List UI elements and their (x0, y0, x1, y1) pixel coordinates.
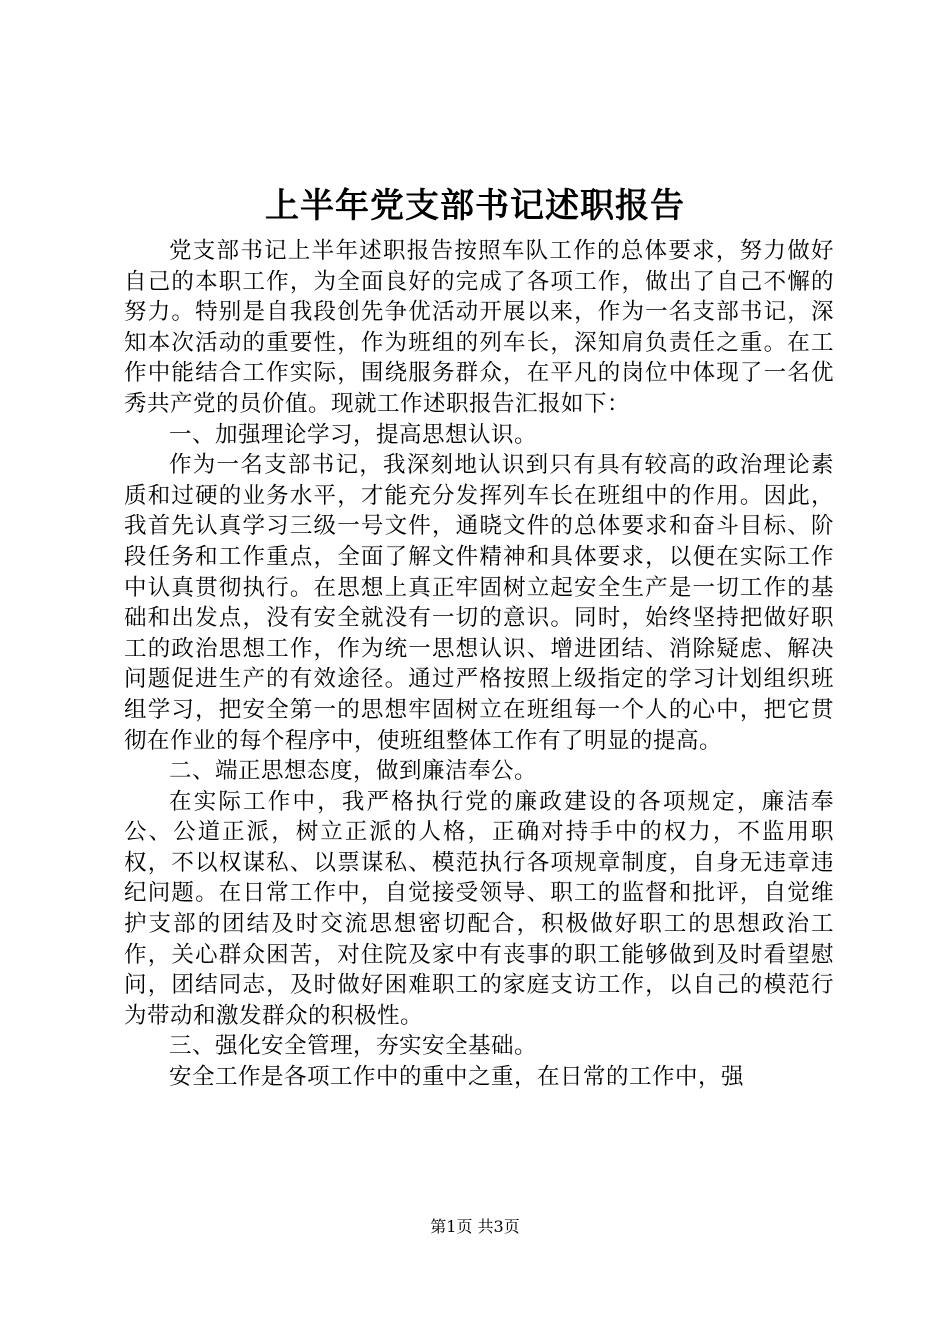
document-body (124, 236, 834, 1093)
document-title: 上半年党支部书记述职报告 (265, 186, 685, 226)
section-heading-2: 二、端正思想态度，做到廉洁奉公。 (169, 758, 538, 785)
paragraph-section-1: 作为一名支部书记，我深刻地认识到只有具有较高的政治理论素质和过硬的业务水平，才能充分发挥列车长在班组中的作用。因此，我首先认真学习三级一号文件，通晓文件的总体要求和奋斗目标、阶段任务和工作重点，全面了解文件精神和具体要求，以便在实际工作中认真贯彻执行。在思想上真正牢固树立起安全生产是一切工作的基础和出发点，没有安全就没有一切的意识。同时，始终坚持把做好职工的政治思想工作，作为统一思想认识、增进团结、消除疑虑、解决问题促进生产的有效途径。通过严格按照上级指定的学习计划组织班组学习，把安全第一的思想牢固树立在班组每一个人的心中，把它贯彻在作业的每个程序中，使班组整体工作有了明显的提高。 (124, 452, 834, 754)
paragraph-intro: 党支部书记上半年述职报告按照车队工作的总体要求，努力做好自己的本职工作，为全面良好的完成了各项工作，做出了自己不懈的努力。特别是自我段创先争优活动开展以来，作为一名支部书记，深知本次活动的重要性，作为班组的列车长，深知肩负责任之重。在工作中能结合工作实际，围绕服务群众，在平凡的岗位中体现了一名优秀共产党的员价值。现就工作述职报告汇报如下： (124, 238, 834, 417)
paragraph-section-3: 安全工作是各项工作中的重中之重，在日常的工作中，强 (169, 1064, 745, 1091)
paragraph-section-2: 在实际工作中，我严格执行党的廉政建设的各项规定，廉洁奉公、公道正派，树立正派的人格，正确对持手中的权力，不监用职权，不以权谋私、以票谋私、模范执行各项规章制度，自身无违章违纪问题。在日常工作中，自觉接受领导、职工的监督和批评，自觉维护支部的团结及时交流思想密切配合，积极做好职工的思想政治工作，关心群众困苦，对住院及家中有丧事的职工能够做到及时看望慰问，团结同志，及时做好困难职工的家庭支访工作，以自己的模范行为带动和激发群众的积极性。 (124, 788, 834, 1029)
page-number-footer: 第1页 共3页 (430, 1217, 520, 1236)
section-heading-1: 一、加强理论学习，提高思想认识。 (169, 421, 538, 448)
section-heading-3: 三、强化安全管理，夯实安全基础。 (169, 1033, 538, 1060)
